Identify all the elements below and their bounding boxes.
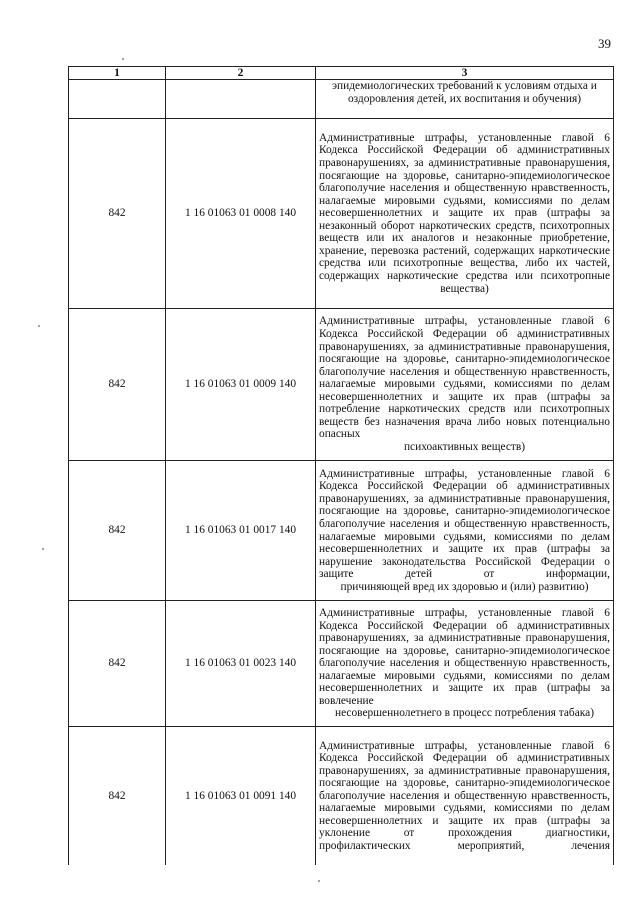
description-text: Административные штрафы, установленные главой 6 Кодекса Российской Федерации об административных правонарушениях, за административные правонарушения, посягающие на здоровье, санитарно-эпидемиологическое благополучие населения и общественную нравственность, налагаемые мировыми судьями, комиссиями по делам несовершеннолетних и защите их прав (штрафы за потребление наркотических средств или психотропных веществ без назначения врача либо новых потенциально опасных bbox=[319, 315, 610, 441]
column-header-3: 3 bbox=[316, 67, 614, 80]
admin-code-cell: 842 bbox=[69, 601, 166, 727]
column-header-1: 1 bbox=[69, 67, 166, 80]
description-last-line: несовершеннолетнего в процесс потребления табака) bbox=[335, 707, 594, 720]
page-number: 39 bbox=[598, 36, 611, 51]
kbk-code-cell: 1 16 01063 01 0091 140 bbox=[166, 727, 316, 866]
description-text: Административные штрафы, установленные главой 6 Кодекса Российской Федерации об административных правонарушениях, за административные правонарушения, посягающие на здоровье, санитарно-эпидемиологическое благополучие населения и общественную нравственность, налагаемые мировыми судьями, комиссиями по делам несовершеннолетних и защите их прав (штрафы за незаконный оборот наркотических средств, психотропных веществ или их аналогов и незаконные приобретение, хранение, перевозка растений, содержащих наркотические средства или психотропные вещества, либо их частей, содержащих наркотические средства или психотропные bbox=[319, 131, 610, 282]
table-row bbox=[69, 461, 614, 601]
scan-speck bbox=[122, 58, 124, 60]
description-cell bbox=[316, 309, 614, 461]
description-text: Административные штрафы, установленные главой 6 Кодекса Российской Федерации об административных правонарушениях, за административные правонарушения, посягающие на здоровье, санитарно-эпидемиологическое благополучие населения и общественную нравственность, налагаемые мировыми судьями, комиссиями по делам несовершеннолетних и защите их прав (штрафы за уклонение от прохождения диагностики, профилактических мероприятий, лечения bbox=[319, 739, 610, 852]
table-row bbox=[69, 727, 614, 866]
kbk-table bbox=[68, 66, 614, 865]
kbk-code-cell: 1 16 01063 01 0009 140 bbox=[166, 309, 316, 461]
description-cell bbox=[316, 601, 614, 727]
description-cell bbox=[316, 461, 614, 601]
kbk-code-cell: 1 16 01063 01 0023 140 bbox=[166, 601, 316, 727]
description-text: Административные штрафы, установленные главой 6 Кодекса Российской Федерации об административных правонарушениях, за административные правонарушения, посягающие на здоровье, санитарно-эпидемиологическое благополучие населения и общественную нравственность, налагаемые мировыми судьями, комиссиями по делам несовершеннолетних и защите их прав (штрафы за нарушение законодательства Российской Федерации о защите детей от информации, bbox=[319, 467, 610, 581]
admin-code-cell: 842 bbox=[69, 309, 166, 461]
admin-code-cell: 842 bbox=[69, 727, 166, 866]
table-row bbox=[69, 601, 614, 727]
column-header-2: 2 bbox=[166, 67, 316, 80]
table-row-continuation bbox=[69, 80, 614, 119]
description-last-line: причиняющей вред их здоровью и (или) развитию) bbox=[340, 580, 589, 593]
admin-code-cell: 842 bbox=[69, 461, 166, 601]
table-header-row bbox=[69, 67, 614, 80]
table-row bbox=[69, 309, 614, 461]
description-text: Административные штрафы, установленные главой 6 Кодекса Российской Федерации об административных правонарушениях, за административные правонарушения, посягающие на здоровье, санитарно-эпидемиологическое благополучие населения и общественную нравственность, налагаемые мировыми судьями, комиссиями по делам несовершеннолетних и защите их прав (штрафы за вовлечение bbox=[319, 607, 610, 707]
description-cell bbox=[316, 119, 614, 309]
scan-speck bbox=[42, 548, 44, 550]
scan-speck bbox=[38, 325, 40, 327]
description-cell bbox=[316, 727, 614, 866]
table-row bbox=[69, 119, 614, 309]
kbk-code-cell: 1 16 01063 01 0017 140 bbox=[166, 461, 316, 601]
scan-speck bbox=[318, 880, 320, 882]
admin-code-cell bbox=[69, 80, 166, 119]
admin-code-cell: 842 bbox=[69, 119, 166, 309]
description-last-line: психоактивных веществ) bbox=[403, 440, 526, 453]
kbk-code-cell: 1 16 01063 01 0008 140 bbox=[166, 119, 316, 309]
description-last-line: вещества) bbox=[440, 282, 489, 295]
description-cell: эпидемиологических требований к условиям отдыха и оздоровления детей, их воспитания и обучения) bbox=[316, 80, 614, 119]
kbk-code-cell bbox=[166, 80, 316, 119]
